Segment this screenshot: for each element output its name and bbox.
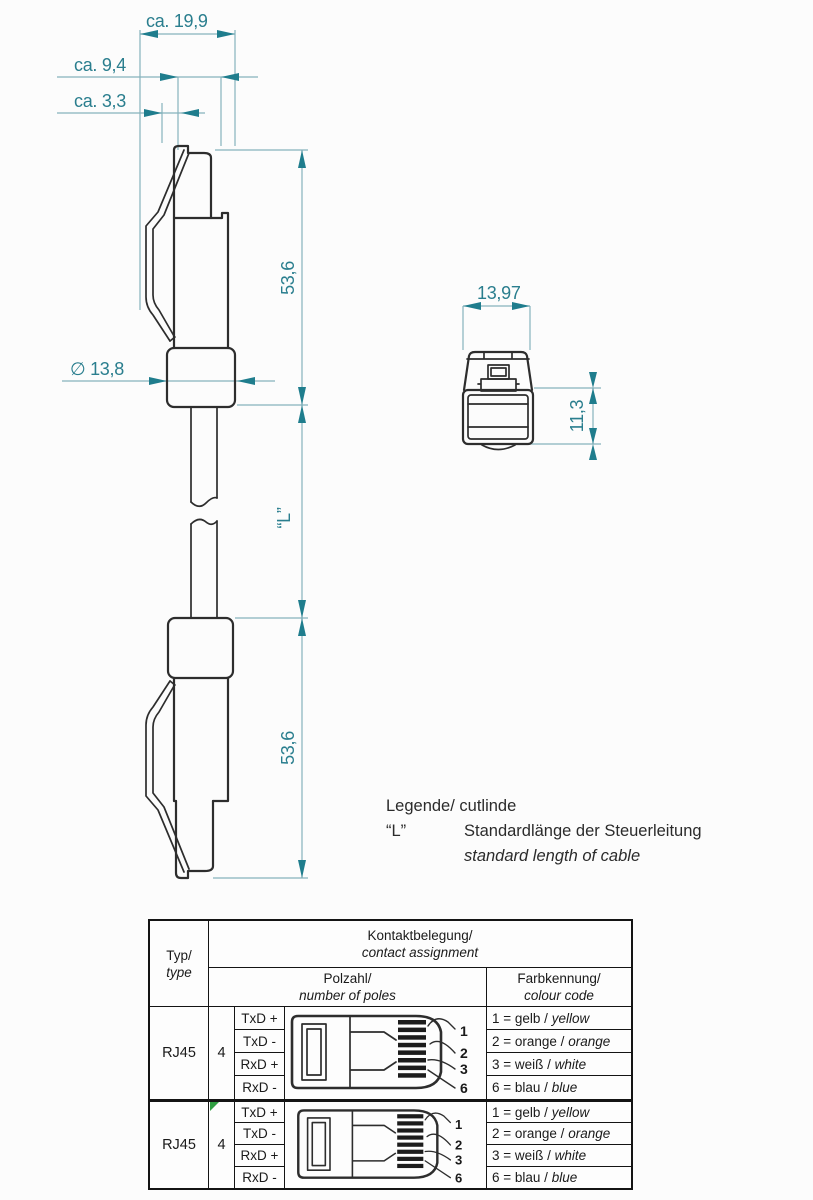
pin-number: 1 [459,1023,468,1039]
header-poles-cell [209,968,487,1007]
dimension-arrows [140,30,597,878]
legend-text-de: Standardlänge der Steuerleitung [464,822,702,840]
top-connector-side-view [146,146,235,407]
dim-upper-length: 53,6 [278,261,298,295]
row-poles: 4 [209,1007,235,1099]
dimension-lines [57,30,601,878]
colour-cell: 6 = blau / blue [492,1080,578,1095]
dim-front-height: 11,3 [567,399,587,433]
header-type-cell [150,921,209,1007]
rj45-plug-top-view [286,1103,486,1187]
pin-number: 3 [454,1152,462,1168]
row-poles: 4 [209,1102,235,1188]
dim-mid-width: ca. 9,4 [74,55,126,75]
header-colour-en: colour code [524,988,594,1003]
legend-text-en: standard length of cable [464,847,641,865]
pin-number: 3 [459,1061,468,1077]
cable-side-view [191,407,217,618]
contact-pins [397,1114,423,1168]
pin-number: 1 [454,1117,462,1133]
contact-pins [398,1020,426,1078]
colour-cell: 2 = orange / orange [487,1030,631,1053]
connector-pinout-graphic [285,1007,487,1099]
dim-lower-length: 53,6 [278,731,298,765]
colour-cell: 2 = orange / orange [487,1123,631,1145]
row-type: RJ45 [150,1007,209,1099]
header-colour-de: Farbkennung/ [517,971,601,986]
signal-cell: RxD + [235,1053,285,1076]
pin-number: 2 [459,1045,468,1061]
connector-front-view [463,352,533,450]
header-contact-cell [209,921,631,968]
connector-pinout-graphic [285,1102,487,1188]
dim-small-width: ca. 3,3 [74,91,126,111]
colour-cell: 3 = weiß / white [487,1053,631,1076]
signal-cell: TxD + [235,1102,285,1123]
pin-number: 6 [459,1080,468,1096]
dim-front-width: 13,97 [477,283,521,303]
contact-assignment-table [148,919,633,1190]
rj45-plug-top-view [286,1008,486,1098]
pin-number: 2 [454,1137,462,1153]
signal-cell: TxD - [235,1123,285,1145]
header-poles-en: number of poles [299,988,396,1003]
dim-top-width: ca. 19,9 [146,11,208,31]
signal-cell: RxD + [235,1145,285,1167]
header-colour-cell [487,968,631,1007]
signal-cell: TxD - [235,1030,285,1053]
dim-diameter: ∅ 13,8 [70,359,124,379]
pin-number: 6 [454,1170,462,1186]
legend-symbol: “L” [386,822,407,840]
header-contact-en: contact assignment [361,945,479,960]
dim-cable-length-label: “L” [274,507,294,529]
colour-cell: 1 = gelb / yellow [487,1102,631,1123]
bottom-connector-side-view [146,618,233,878]
legend-title: Legende/ cutlinde [386,797,517,815]
legend [386,794,702,869]
colour-cell: 3 = weiß / white [487,1145,631,1167]
colour-cell: 1 = gelb / yellow [487,1007,631,1030]
header-type-de: Typ/ [166,947,192,963]
colour-cell: 6 = blau / blue [492,1170,578,1185]
row-type: RJ45 [150,1102,209,1188]
signal-cell: RxD - [235,1076,285,1099]
signal-cell: TxD + [235,1007,285,1030]
header-type-en: type [166,964,192,980]
signal-cell: RxD - [235,1167,285,1188]
header-contact-de: Kontaktbelegung/ [367,928,473,943]
header-poles-de: Polzahl/ [323,971,372,986]
